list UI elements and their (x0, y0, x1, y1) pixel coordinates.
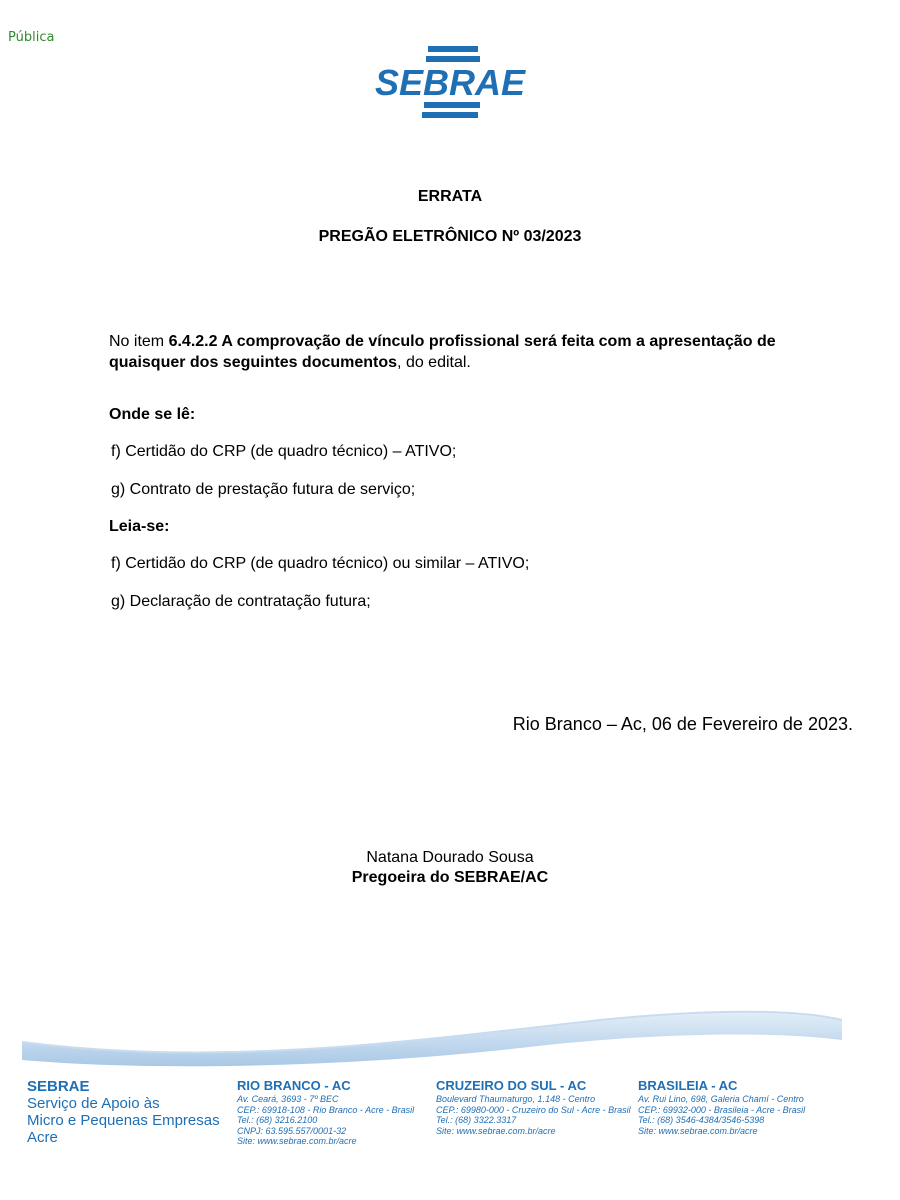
logo-bar (428, 46, 478, 52)
footer-address-line: Tel.: (68) 3546-4384/3546-5398 (638, 1115, 765, 1125)
footer-org-line: Acre (27, 1129, 58, 1146)
list-item: g) Contrato de prestação futura de serviço; (111, 481, 416, 498)
footer-address-line: CEP.: 69980-000 - Cruzeiro do Sul - Acre - Brasil (436, 1104, 631, 1115)
footer-city: RIO BRANCO - AC (237, 1078, 351, 1093)
footer-address-line: Boulevard Thaumaturgo, 1.148 - Centro (436, 1094, 596, 1104)
document-title: ERRATA (417, 188, 483, 205)
document-date: Rio Branco – Ac, 06 de Fevereiro de 2023. (512, 714, 853, 734)
footer-city: CRUZEIRO DO SUL - AC (436, 1078, 587, 1093)
footer-address-line: Av. Ceará, 3693 - 7º BEC (237, 1094, 339, 1104)
footer-org-line: Micro e Pequenas Empresas (27, 1112, 220, 1129)
footer-address-line: Site: www.sebrae.com.br/acre (638, 1125, 758, 1136)
sebrae-logo (372, 44, 528, 124)
footer-cruzeiro-do-sul (436, 1078, 631, 1136)
footer-wave-decoration (0, 990, 900, 1080)
footer-address-line: Tel.: (68) 3322.3317 (436, 1115, 517, 1125)
footer-address-line: CNPJ: 63.595.557/0001-32 (237, 1125, 347, 1136)
footer-address-line: Site: www.sebrae.com.br/acre (237, 1136, 357, 1146)
footer-address-line: Av. Rui Lino, 698, Galeria Chamí - Centro (638, 1094, 804, 1104)
signature-block (0, 848, 900, 888)
footer-org-line: Serviço de Apoio às (27, 1095, 160, 1112)
footer-address-line: CEP.: 69918-108 - Rio Branco - Acre - Brasil (237, 1104, 415, 1115)
footer-address-line: Tel.: (68) 3216.2100 (237, 1115, 318, 1125)
signer-name: Natana Dourado Sousa (366, 849, 534, 866)
list-item: f) Certidão do CRP (de quadro técnico) ou similar – ATIVO; (111, 555, 530, 572)
signer-role: Pregoeira do SEBRAE/AC (351, 869, 549, 886)
logo-text: SEBRAE (375, 62, 526, 103)
footer-city: BRASILEIA - AC (638, 1078, 738, 1093)
list-item: g) Declaração de contratação futura; (111, 593, 371, 610)
footer-rio-branco (237, 1078, 414, 1147)
intro-paragraph (109, 331, 809, 373)
logo-bar (422, 112, 478, 118)
onde-se-le-heading: Onde se lê: (109, 406, 196, 423)
footer-org-name: SEBRAE (27, 1078, 90, 1095)
leia-se-heading: Leia-se: (109, 518, 170, 535)
footer-address-line: CEP.: 69932-000 - Brasileia - Acre - Brasil (638, 1104, 806, 1115)
document-subtitle: PREGÃO ELETRÔNICO Nº 03/2023 (318, 228, 582, 245)
list-item: f) Certidão do CRP (de quadro técnico) – ATIVO; (111, 443, 457, 460)
footer-brasileia (638, 1078, 805, 1136)
classification-label: Pública (8, 30, 55, 45)
intro-bold: 6.4.2.2 A comprovação de vínculo profissional será feita com a apresentação de quaisquer dos seguintes documentos (109, 333, 776, 371)
footer-organization (27, 1078, 220, 1146)
intro-suffix: , do edital. (397, 354, 471, 371)
footer-address-line: Site: www.sebrae.com.br/acre (436, 1125, 556, 1136)
intro-prefix: No item (109, 333, 169, 350)
